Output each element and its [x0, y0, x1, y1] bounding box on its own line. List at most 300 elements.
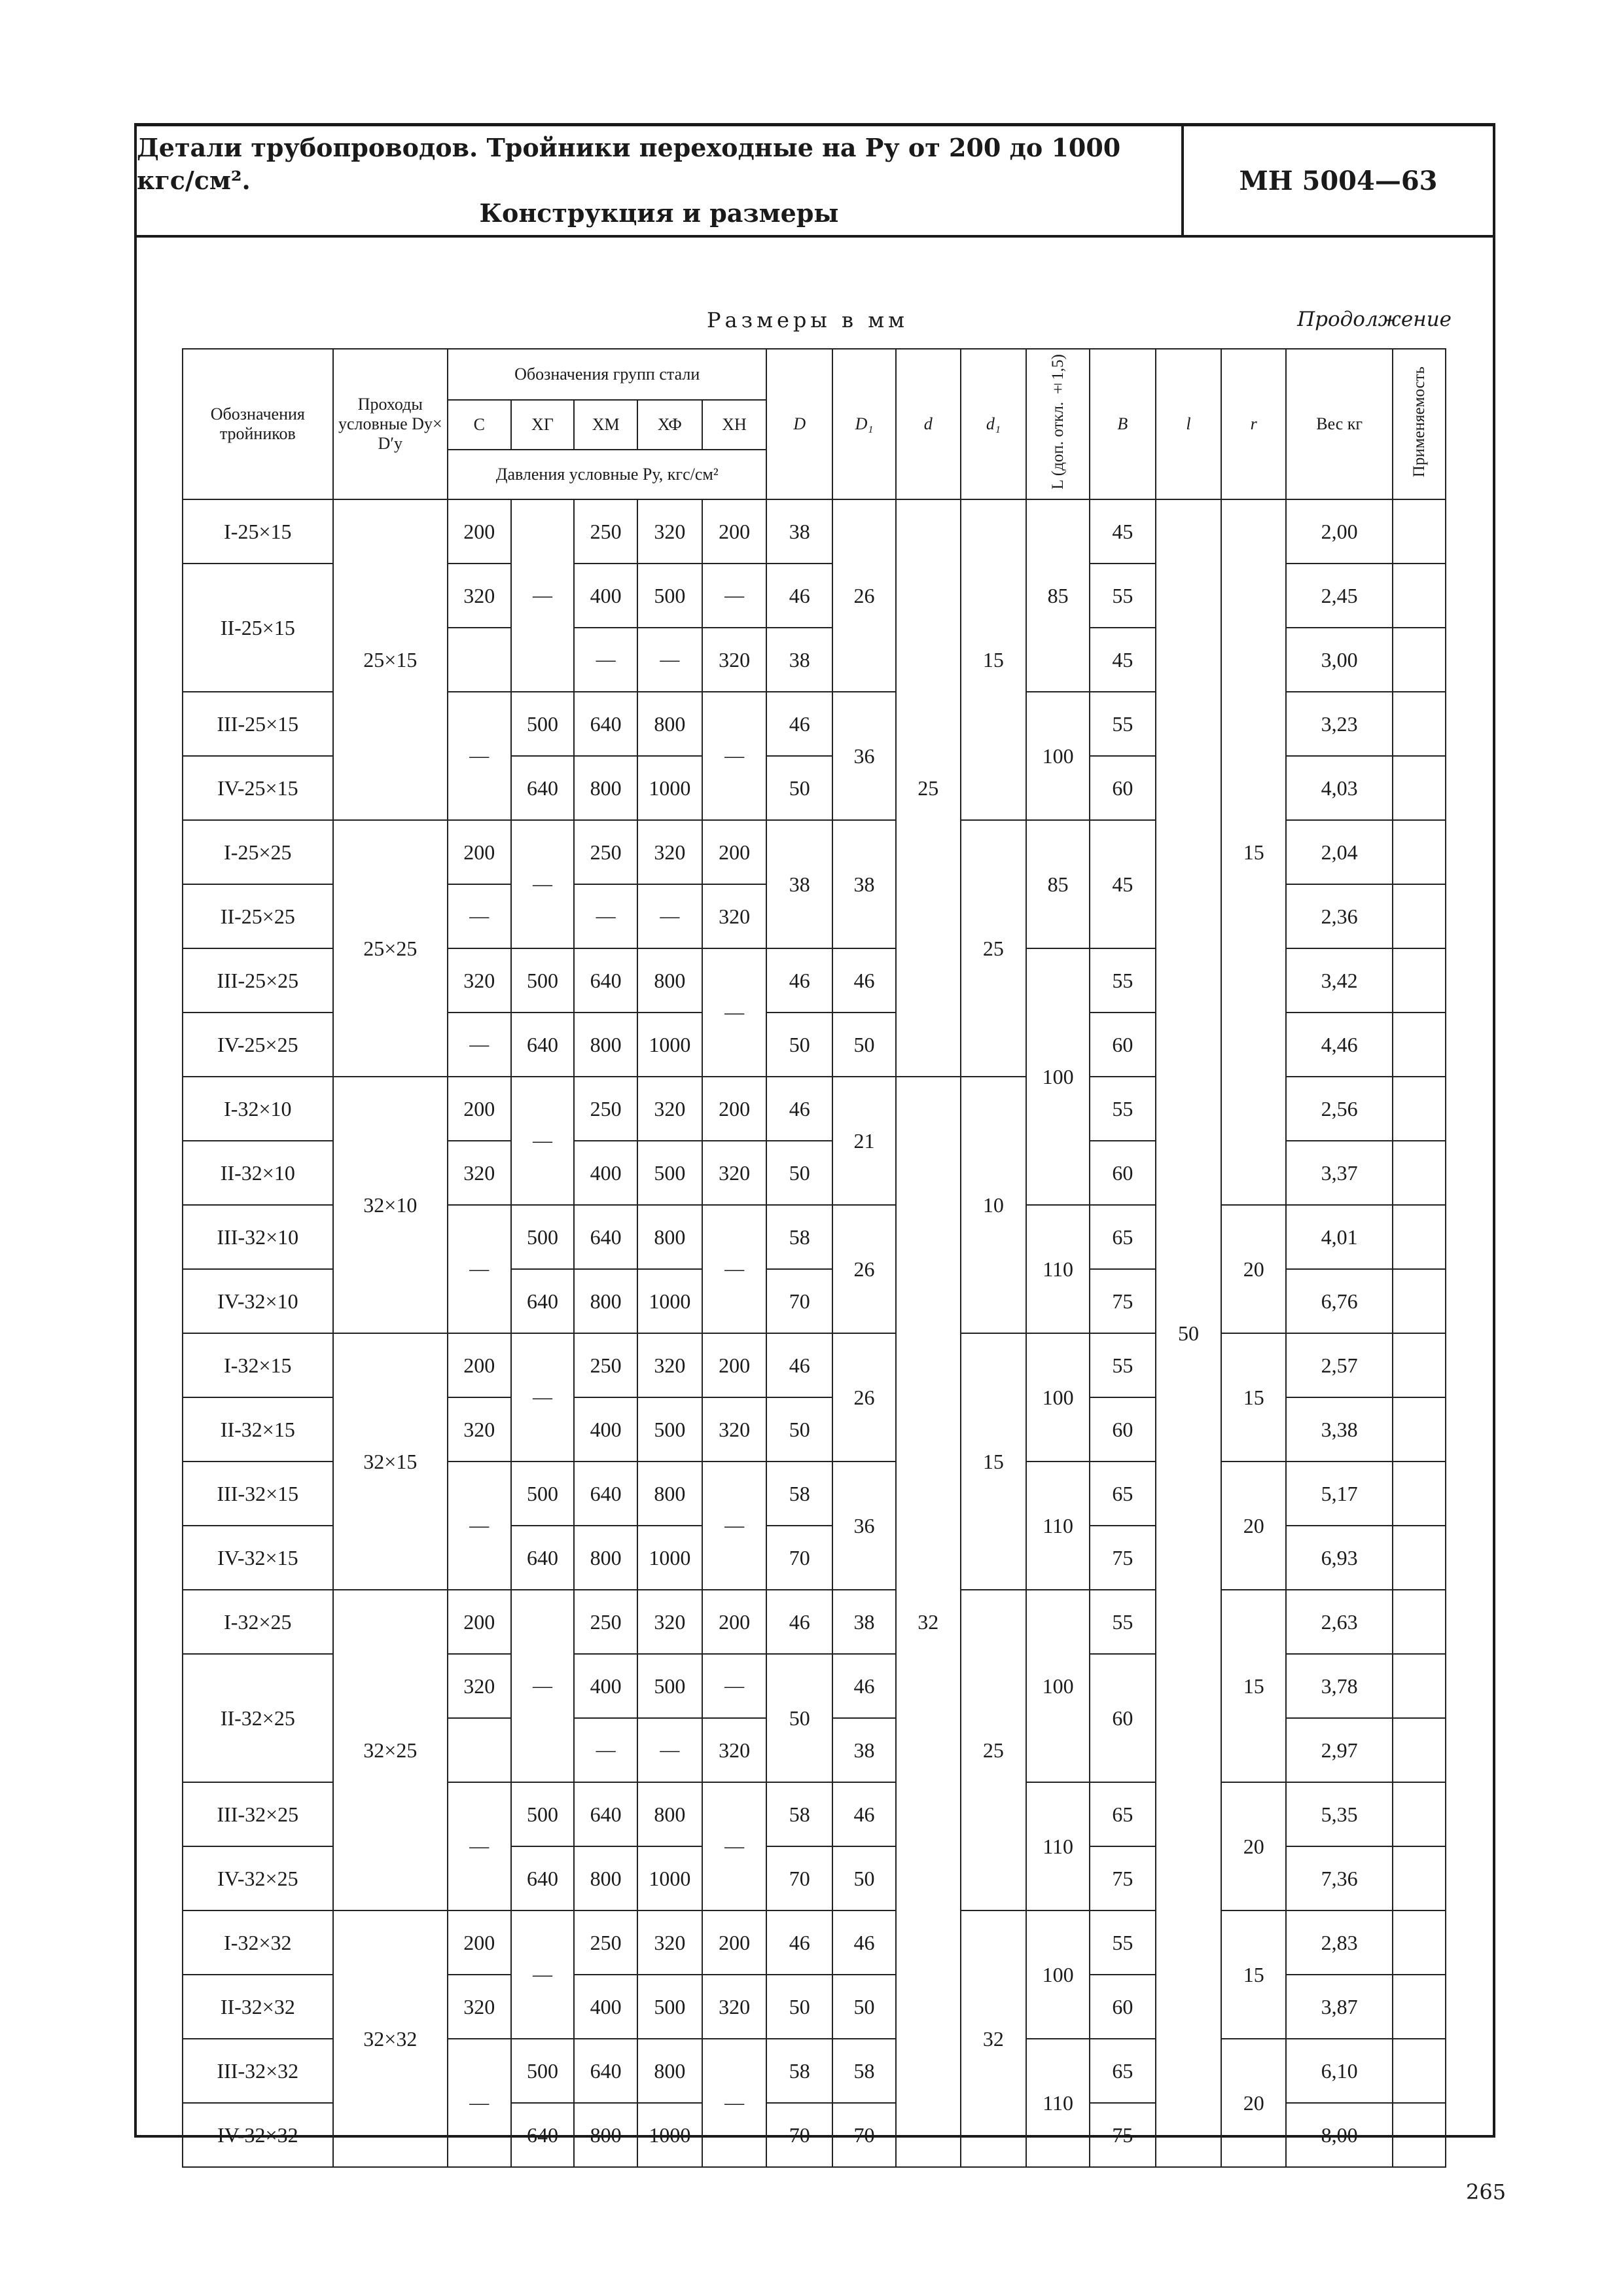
pressure-cell: 640: [574, 948, 637, 1013]
continuation-label: Продолжение: [1297, 308, 1452, 331]
d1-cell: 25: [961, 820, 1027, 1077]
D-cell: 46: [766, 564, 832, 628]
applicability-cell: [1393, 820, 1446, 884]
pressure-cell: —: [702, 2039, 767, 2167]
weight-cell: 2,45: [1286, 564, 1393, 628]
pressure-cell: 640: [574, 1462, 637, 1526]
row-designation: III-25×15: [183, 692, 333, 756]
col-designation: Обозначения тройников: [183, 349, 333, 499]
B-cell: 65: [1090, 2039, 1156, 2103]
pressure-cell: 200: [448, 820, 511, 884]
weight-cell: 3,78: [1286, 1654, 1393, 1718]
applicability-cell: [1393, 1013, 1446, 1077]
table-row: [183, 1333, 1446, 1397]
pressure-cell: 320: [637, 499, 702, 564]
weight-cell: 2,04: [1286, 820, 1393, 884]
D1-cell: 46: [832, 948, 896, 1013]
row-designation: III-25×25: [183, 948, 333, 1013]
pressure-cell: 200: [702, 1910, 767, 1975]
weight-cell: 6,93: [1286, 1526, 1393, 1590]
weight-cell: 3,42: [1286, 948, 1393, 1013]
d1-cell: 15: [961, 499, 1027, 820]
D-cell: 58: [766, 1462, 832, 1526]
row-designation: I-25×25: [183, 820, 333, 884]
pressure-cell: 320: [637, 1333, 702, 1397]
title-line-2: Конструкция и размеры: [479, 198, 839, 228]
row-designation: I-25×15: [183, 499, 333, 564]
pressure-cell: 800: [637, 1205, 702, 1269]
row-designation: II-25×15: [183, 564, 333, 692]
row-passages: 32×32: [333, 1910, 448, 2167]
weight-cell: 2,97: [1286, 1718, 1393, 1782]
B-cell: 60: [1090, 756, 1156, 820]
pressure-cell: 640: [511, 1269, 575, 1333]
D-cell: 50: [766, 756, 832, 820]
applicability-cell: [1393, 948, 1446, 1013]
L-cell: 100: [1026, 1590, 1090, 1782]
pressure-cell: 1000: [637, 1269, 702, 1333]
col-steel-khf: ХФ: [637, 400, 702, 450]
D-cell: 38: [766, 499, 832, 564]
applicability-cell: [1393, 1782, 1446, 1846]
pressure-cell: [448, 628, 511, 692]
pressure-cell: 320: [637, 1910, 702, 1975]
D1-cell: 50: [832, 1846, 896, 1910]
applicability-cell: [1393, 1205, 1446, 1269]
pressure-cell: 400: [574, 1141, 637, 1205]
D-cell: 58: [766, 1205, 832, 1269]
pressure-cell: —: [574, 628, 637, 692]
pressure-cell: 1000: [637, 2103, 702, 2167]
pressure-cell: —: [702, 1205, 767, 1333]
D-cell: 46: [766, 1333, 832, 1397]
pressure-cell: 640: [511, 2103, 575, 2167]
pressure-cell: —: [637, 628, 702, 692]
weight-cell: 2,63: [1286, 1590, 1393, 1654]
row-designation: IV-25×25: [183, 1013, 333, 1077]
applicability-cell: [1393, 2039, 1446, 2103]
D1-cell: 26: [832, 1333, 896, 1462]
pressure-cell: 800: [574, 2103, 637, 2167]
pressure-cell: 500: [511, 2039, 575, 2103]
title-line-1: Детали трубопроводов. Тройники переходные на Pу от 200 до 1000 кгс/см².: [137, 133, 1121, 195]
pressure-cell: 640: [511, 1526, 575, 1590]
weight-cell: 2,00: [1286, 499, 1393, 564]
pressure-cell: —: [702, 1654, 767, 1718]
col-L: [1026, 349, 1090, 499]
row-designation: II-32×25: [183, 1654, 333, 1782]
pressure-cell: 200: [702, 1590, 767, 1654]
B-cell: 60: [1090, 1141, 1156, 1205]
L-cell: 110: [1026, 1205, 1090, 1333]
pressure-cell: 800: [574, 1269, 637, 1333]
weight-cell: 3,87: [1286, 1975, 1393, 2039]
standard-code: МН 5004—63: [1239, 165, 1438, 196]
pressure-cell: —: [448, 2039, 511, 2167]
page-number: 265: [1466, 2179, 1507, 2204]
row-designation: IV-32×32: [183, 2103, 333, 2167]
col-d1: d₁: [961, 349, 1027, 499]
weight-cell: 3,00: [1286, 628, 1393, 692]
row-passages: 25×15: [333, 499, 448, 820]
pressure-cell: 200: [448, 1910, 511, 1975]
col-passages: Проходы условные Dу× D′у: [333, 349, 448, 499]
pressure-cell: 200: [702, 1077, 767, 1141]
L-cell: 100: [1026, 1910, 1090, 2039]
D1-cell: 26: [832, 499, 896, 692]
pressure-cell: —: [574, 884, 637, 948]
B-cell: 45: [1090, 820, 1156, 948]
B-cell: 55: [1090, 1077, 1156, 1141]
B-cell: 65: [1090, 1205, 1156, 1269]
D1-cell: 36: [832, 692, 896, 820]
applicability-cell: [1393, 884, 1446, 948]
pressure-cell: 250: [574, 1077, 637, 1141]
B-cell: 55: [1090, 692, 1156, 756]
row-passages: 25×25: [333, 820, 448, 1077]
col-D1: D₁: [832, 349, 896, 499]
pressure-cell: 250: [574, 1333, 637, 1397]
pressure-cell: —: [511, 1910, 575, 2039]
pressure-cell: 200: [448, 1333, 511, 1397]
D1-cell: 46: [832, 1654, 896, 1718]
pressure-cell: 500: [637, 1975, 702, 2039]
applicability-cell: [1393, 628, 1446, 692]
B-cell: 60: [1090, 1013, 1156, 1077]
B-cell: 60: [1090, 1975, 1156, 2039]
D-cell: 70: [766, 2103, 832, 2167]
col-applicability-label: Применяемость: [1410, 366, 1428, 478]
row-designation: III-32×25: [183, 1782, 333, 1846]
pressure-cell: 500: [637, 1397, 702, 1462]
weight-cell: 8,00: [1286, 2103, 1393, 2167]
pressure-cell: —: [448, 692, 511, 820]
pressure-cell: —: [448, 1013, 511, 1077]
D1-cell: 36: [832, 1462, 896, 1590]
weight-cell: 2,83: [1286, 1910, 1393, 1975]
d1-cell: 32: [961, 1910, 1027, 2167]
pressure-cell: 200: [702, 1333, 767, 1397]
pressure-cell: —: [448, 884, 511, 948]
pressure-cell: 320: [448, 948, 511, 1013]
D1-cell: 21: [832, 1077, 896, 1205]
D-cell: 70: [766, 1526, 832, 1590]
r-cell: 15: [1221, 499, 1286, 1205]
applicability-cell: [1393, 1910, 1446, 1975]
pressure-cell: 320: [637, 1590, 702, 1654]
row-designation: III-32×15: [183, 1462, 333, 1526]
D-cell: 50: [766, 1975, 832, 2039]
B-cell: 65: [1090, 1782, 1156, 1846]
pressure-cell: 320: [702, 1397, 767, 1462]
L-cell: 85: [1026, 820, 1090, 948]
row-designation: II-32×10: [183, 1141, 333, 1205]
pressure-cell: —: [702, 692, 767, 820]
pressure-cell: 800: [637, 1782, 702, 1846]
pressure-cell: 640: [574, 2039, 637, 2103]
row-designation: I-32×25: [183, 1590, 333, 1654]
col-pressure: Давления условные Pу, кгс/см²: [448, 450, 767, 499]
pressure-cell: 500: [637, 564, 702, 628]
pressure-cell: 640: [511, 1846, 575, 1910]
pressure-cell: —: [574, 1718, 637, 1782]
pressure-cell: 250: [574, 1910, 637, 1975]
applicability-cell: [1393, 499, 1446, 564]
D-cell: 46: [766, 1077, 832, 1141]
weight-cell: 2,56: [1286, 1077, 1393, 1141]
L-cell: 110: [1026, 1782, 1090, 1910]
D-cell: 38: [766, 628, 832, 692]
applicability-cell: [1393, 1333, 1446, 1397]
col-B: B: [1090, 349, 1156, 499]
applicability-cell: [1393, 692, 1446, 756]
pressure-cell: 320: [702, 1975, 767, 2039]
D1-cell: 70: [832, 2103, 896, 2167]
D1-cell: 58: [832, 2039, 896, 2103]
D1-cell: 50: [832, 1975, 896, 2039]
applicability-cell: [1393, 1269, 1446, 1333]
B-cell: 55: [1090, 1333, 1156, 1397]
pressure-cell: 1000: [637, 1526, 702, 1590]
col-r: r: [1221, 349, 1286, 499]
pressure-cell: 1000: [637, 1013, 702, 1077]
pressure-cell: 1000: [637, 756, 702, 820]
pressure-cell: —: [511, 1590, 575, 1782]
document-header: [137, 126, 1493, 238]
r-cell: 15: [1221, 1910, 1286, 2039]
pressure-cell: 800: [637, 2039, 702, 2103]
pressure-cell: 400: [574, 1397, 637, 1462]
L-cell: 110: [1026, 2039, 1090, 2167]
B-cell: 55: [1090, 1590, 1156, 1654]
pressure-cell: 1000: [637, 1846, 702, 1910]
pressure-cell: 800: [574, 1013, 637, 1077]
pressure-cell: —: [511, 1333, 575, 1462]
d1-cell: 15: [961, 1333, 1027, 1590]
B-cell: 55: [1090, 1910, 1156, 1975]
pressure-cell: 200: [448, 1077, 511, 1141]
B-cell: 55: [1090, 564, 1156, 628]
weight-cell: 2,36: [1286, 884, 1393, 948]
row-passages: 32×25: [333, 1590, 448, 1910]
pressure-cell: —: [448, 1205, 511, 1333]
d-cell: 32: [896, 1077, 961, 2167]
weight-cell: 4,01: [1286, 1205, 1393, 1269]
pressure-cell: —: [511, 820, 575, 948]
row-designation: IV-32×15: [183, 1526, 333, 1590]
col-applicability: [1393, 349, 1446, 499]
D-cell: 58: [766, 2039, 832, 2103]
applicability-cell: [1393, 1846, 1446, 1910]
pressure-cell: —: [702, 1462, 767, 1590]
pressure-cell: —: [637, 884, 702, 948]
row-designation: I-32×10: [183, 1077, 333, 1141]
weight-cell: 4,46: [1286, 1013, 1393, 1077]
applicability-cell: [1393, 1397, 1446, 1462]
pressure-cell: 200: [448, 499, 511, 564]
pressure-cell: 320: [637, 1077, 702, 1141]
B-cell: 45: [1090, 499, 1156, 564]
D1-cell: 38: [832, 1590, 896, 1654]
pressure-cell: 640: [574, 1782, 637, 1846]
pressure-cell: 400: [574, 1975, 637, 2039]
r-cell: 15: [1221, 1333, 1286, 1462]
D-cell: 50: [766, 1141, 832, 1205]
L-cell: 100: [1026, 1333, 1090, 1462]
row-designation: IV-32×25: [183, 1846, 333, 1910]
pressure-cell: 800: [574, 1846, 637, 1910]
pressure-cell: 320: [448, 1975, 511, 2039]
pressure-cell: 500: [637, 1141, 702, 1205]
pressure-cell: 250: [574, 820, 637, 884]
D1-cell: 46: [832, 1910, 896, 1975]
D-cell: 58: [766, 1782, 832, 1846]
D-cell: 38: [766, 820, 832, 948]
pressure-cell: 500: [637, 1654, 702, 1718]
pressure-cell: —: [511, 1077, 575, 1205]
pressure-cell: 320: [448, 1397, 511, 1462]
d-cell: 25: [896, 499, 961, 1077]
pressure-cell: 800: [637, 948, 702, 1013]
D-cell: 46: [766, 1590, 832, 1654]
row-passages: 32×10: [333, 1077, 448, 1333]
pressure-cell: 800: [574, 756, 637, 820]
D1-cell: 38: [832, 1718, 896, 1782]
applicability-cell: [1393, 564, 1446, 628]
D-cell: 46: [766, 948, 832, 1013]
col-l: l: [1156, 349, 1222, 499]
pressure-cell: 400: [574, 564, 637, 628]
pressure-cell: 500: [511, 1782, 575, 1846]
D-cell: 70: [766, 1846, 832, 1910]
document-title: [137, 126, 1184, 235]
pressure-cell: [448, 1718, 511, 1782]
D-cell: 70: [766, 1269, 832, 1333]
r-cell: 20: [1221, 1462, 1286, 1590]
col-steel-c: С: [448, 400, 511, 450]
pressure-cell: 200: [448, 1590, 511, 1654]
B-cell: 55: [1090, 948, 1156, 1013]
weight-cell: 5,35: [1286, 1782, 1393, 1846]
col-d: d: [896, 349, 961, 499]
weight-cell: 3,37: [1286, 1141, 1393, 1205]
r-cell: 20: [1221, 2039, 1286, 2167]
row-passages: 32×15: [333, 1333, 448, 1590]
row-designation: II-32×32: [183, 1975, 333, 2039]
col-weight: Вес кг: [1286, 349, 1393, 499]
table-row: [183, 499, 1446, 564]
pressure-cell: 200: [702, 499, 767, 564]
row-designation: I-32×15: [183, 1333, 333, 1397]
pressure-cell: 320: [702, 1141, 767, 1205]
pressure-cell: 500: [511, 1462, 575, 1526]
d1-cell: 25: [961, 1590, 1027, 1910]
applicability-cell: [1393, 1654, 1446, 1718]
pressure-cell: —: [637, 1718, 702, 1782]
col-L-label: L (доп. откл. ±1,5): [1048, 354, 1067, 490]
pressure-cell: 400: [574, 1654, 637, 1718]
D-cell: 50: [766, 1397, 832, 1462]
table-row: [183, 1910, 1446, 1975]
pressure-cell: 640: [511, 1013, 575, 1077]
r-cell: 20: [1221, 1782, 1286, 1910]
row-designation: II-25×25: [183, 884, 333, 948]
applicability-cell: [1393, 2103, 1446, 2167]
applicability-cell: [1393, 1526, 1446, 1590]
weight-cell: 2,57: [1286, 1333, 1393, 1397]
applicability-cell: [1393, 1590, 1446, 1654]
applicability-cell: [1393, 1718, 1446, 1782]
pressure-cell: 640: [511, 756, 575, 820]
D-cell: 46: [766, 692, 832, 756]
applicability-cell: [1393, 756, 1446, 820]
B-cell: 75: [1090, 1526, 1156, 1590]
pressure-cell: —: [511, 499, 575, 692]
pressure-cell: 320: [448, 564, 511, 628]
pressure-cell: 800: [574, 1526, 637, 1590]
weight-cell: 3,23: [1286, 692, 1393, 756]
D1-cell: 38: [832, 820, 896, 948]
pressure-cell: 500: [511, 692, 575, 756]
pressure-cell: 640: [574, 692, 637, 756]
weight-cell: 6,76: [1286, 1269, 1393, 1333]
L-cell: 100: [1026, 948, 1090, 1205]
pressure-cell: 800: [637, 1462, 702, 1526]
pressure-cell: 320: [448, 1141, 511, 1205]
pressure-cell: 320: [637, 820, 702, 884]
pressure-cell: —: [448, 1782, 511, 1910]
pressure-cell: —: [702, 948, 767, 1077]
B-cell: 75: [1090, 1269, 1156, 1333]
weight-cell: 5,17: [1286, 1462, 1393, 1526]
col-steel-khg: ХГ: [511, 400, 575, 450]
pressure-cell: —: [702, 1782, 767, 1910]
B-cell: 45: [1090, 628, 1156, 692]
applicability-cell: [1393, 1462, 1446, 1526]
L-cell: 110: [1026, 1462, 1090, 1590]
sizes-note: Размеры в мм: [707, 308, 908, 332]
pressure-cell: 500: [511, 948, 575, 1013]
B-cell: 75: [1090, 2103, 1156, 2167]
pressure-cell: 500: [511, 1205, 575, 1269]
weight-cell: 6,10: [1286, 2039, 1393, 2103]
pressure-cell: 320: [702, 628, 767, 692]
r-cell: 15: [1221, 1590, 1286, 1782]
d1-cell: 10: [961, 1077, 1027, 1333]
row-designation: III-32×10: [183, 1205, 333, 1269]
pressure-cell: 800: [637, 692, 702, 756]
row-designation: II-32×15: [183, 1397, 333, 1462]
applicability-cell: [1393, 1077, 1446, 1141]
col-steel-khn: ХН: [702, 400, 767, 450]
row-designation: IV-25×15: [183, 756, 333, 820]
L-cell: 85: [1026, 499, 1090, 692]
applicability-cell: [1393, 1975, 1446, 2039]
r-cell: 20: [1221, 1205, 1286, 1333]
weight-cell: 7,36: [1286, 1846, 1393, 1910]
row-designation: I-32×32: [183, 1910, 333, 1975]
pressure-cell: 320: [448, 1654, 511, 1718]
col-D: D: [766, 349, 832, 499]
pressure-cell: 250: [574, 1590, 637, 1654]
weight-cell: 4,03: [1286, 756, 1393, 820]
D-cell: 50: [766, 1654, 832, 1782]
dimensions-table: [182, 348, 1446, 2168]
pressure-cell: —: [448, 1462, 511, 1590]
D-cell: 50: [766, 1013, 832, 1077]
D1-cell: 50: [832, 1013, 896, 1077]
pressure-cell: 250: [574, 499, 637, 564]
